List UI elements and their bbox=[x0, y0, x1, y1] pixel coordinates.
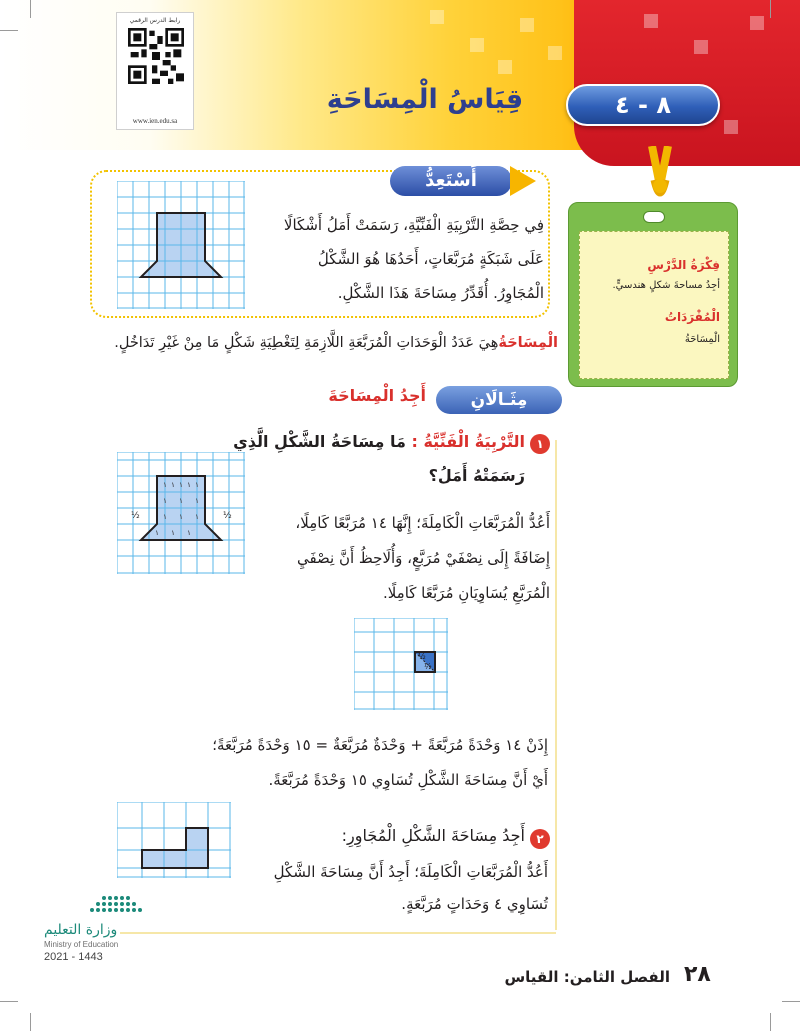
vocabulary-term: الْمِسَاحَةُ bbox=[684, 334, 720, 345]
svg-text:١: ١ bbox=[171, 529, 175, 537]
svg-text:١: ١ bbox=[171, 481, 175, 489]
ready-label: أَسْتَعِدُّ bbox=[390, 166, 512, 196]
ready-line: الْمُجَاوِرُ. أُقَدِّرُ مِسَاحَةَ هَذَا الشَّكْلِ. bbox=[337, 284, 544, 302]
svg-text:١: ١ bbox=[179, 497, 183, 505]
explanation-line: الْمُرَبَّعِ يُسَاوِيَانِ مُرَبَّعًا كَامِلًا. bbox=[382, 584, 550, 602]
crop-mark bbox=[770, 0, 771, 18]
svg-text:١: ١ bbox=[155, 529, 159, 537]
crop-mark bbox=[30, 1013, 31, 1031]
result-line: أَيْ أَنَّ مِسَاحَةَ الشَّكْلِ تُسَاوِي ١٥ وَحْدَةً مُرَبَّعَةً. bbox=[268, 771, 548, 789]
svg-text:١: ١ bbox=[195, 513, 199, 521]
decor-square bbox=[694, 40, 708, 54]
example-2-line: أَعُدُّ الْمُرَبَّعَاتِ الْكَامِلَةَ؛ أَجِدُ أَنَّ مِسَاحَةَ الشَّكْلِ bbox=[273, 863, 548, 881]
half-square-label-left: ½ bbox=[131, 511, 140, 521]
qr-code-icon[interactable] bbox=[128, 28, 184, 84]
decor-square bbox=[430, 10, 444, 24]
example-1-title-topic: التَّرْبِيَةُ الْفَنِّيَّةُ : bbox=[411, 432, 525, 451]
half-square-label-top: ½ bbox=[418, 652, 426, 661]
result-line: إِذَنْ ١٤ وَحْدَةً مُرَبَّعَةً + وَحْدَةٌ مُرَبَّعَةٌ = ١٥ وَحْدَةً مُرَبَّعَةً؛ bbox=[212, 736, 548, 754]
explanation-line: أَعُدُّ الْمُرَبَّعَاتِ الْكَامِلَةَ؛ إِنَّهَا ١٤ مُرَبَّعًا كَامِلًا، bbox=[295, 514, 550, 532]
example-2-line: تُسَاوِي ٤ وَحَدَاتٍ مُرَبَّعَةٍ. bbox=[401, 895, 548, 913]
decor-square bbox=[498, 60, 512, 74]
halves-grid-figure bbox=[354, 618, 448, 710]
explanation-line: إِضَافَةً إِلَى نِصْفَيْ مُرَبَّعٍ، وَأُلَاحِظُ أَنَّ نِصْفَيِ bbox=[296, 549, 550, 567]
ministry-name-arabic: وزارة التعليم bbox=[44, 922, 118, 938]
lesson-idea-card bbox=[568, 202, 738, 387]
tag-hole bbox=[643, 211, 665, 223]
example-1-title bbox=[230, 432, 525, 451]
vocabulary-label: الْمُفْرَدَاتُ bbox=[664, 310, 720, 324]
example-1-grid bbox=[117, 452, 245, 574]
decor-square bbox=[470, 38, 484, 52]
svg-text:١: ١ bbox=[195, 497, 199, 505]
ready-line: فِي حِصَّةِ التَّرْبِيَةِ الْفَنِّيَّةِ، رَسَمَتْ أَمَلُ أَشْكَالًا bbox=[283, 216, 544, 234]
ready-arrow-icon bbox=[510, 166, 536, 196]
example-2-explanation bbox=[230, 856, 548, 920]
example-1-result bbox=[160, 728, 548, 798]
svg-text:١: ١ bbox=[179, 481, 183, 489]
svg-text:١: ١ bbox=[187, 481, 191, 489]
crop-mark bbox=[0, 30, 18, 31]
examples-label: مِثَـالَانِ bbox=[436, 386, 562, 414]
svg-text:١: ١ bbox=[187, 529, 191, 537]
half-square-label-bottom: ½ bbox=[424, 662, 432, 671]
chapter-title: الفصل الثامن: القياس bbox=[504, 968, 670, 986]
example-1-explanation bbox=[250, 506, 550, 611]
decor-square bbox=[644, 14, 658, 28]
ready-text bbox=[258, 208, 544, 310]
halves-grid bbox=[354, 618, 448, 710]
qr-url[interactable]: www.ien.edu.sa bbox=[132, 117, 178, 125]
svg-text:١: ١ bbox=[163, 497, 167, 505]
examples-bottom-rule bbox=[120, 932, 556, 934]
definition-text: هِيَ عَدَدُ الْوَحَدَاتِ الْمُرَبَّعَةِ اللَّازِمَةِ لِتَغْطِيَةِ شَكْلٍ مَا مِنْ غَيْرِ تَدَاخُلٍ. bbox=[114, 335, 499, 351]
svg-text:١: ١ bbox=[163, 481, 167, 489]
ministry-name-english: Ministry of Education bbox=[44, 940, 119, 949]
svg-text:١: ١ bbox=[163, 513, 167, 521]
ministry-logo-icon bbox=[86, 880, 146, 920]
example-2-title: أَجِدُ مِسَاحَةَ الشَّكْلِ الْمُجَاوِرِ: bbox=[341, 826, 525, 845]
lesson-idea-panel bbox=[579, 231, 729, 379]
qr-panel[interactable] bbox=[116, 12, 194, 130]
ready-line: عَلَى شَبَكَةٍ مُرَبَّعَاتٍ، أَحَدُهَا هُوَ الشَّكْلُ bbox=[317, 250, 544, 268]
crop-mark bbox=[0, 1001, 18, 1002]
page-title: قِيَاسُ الْمِسَاحَةِ bbox=[326, 84, 524, 115]
half-square-label-right: ½ bbox=[223, 511, 232, 521]
ready-grid-figure bbox=[117, 181, 245, 309]
example-1-title-line2: رَسَمَتْهُ أَمَلُ؟ bbox=[428, 466, 525, 485]
lesson-idea-text: أجِدُ مساحةَ شكلٍ هندسيٍّ. bbox=[612, 280, 720, 291]
crop-mark bbox=[782, 1001, 800, 1002]
decor-square bbox=[750, 16, 764, 30]
examples-side-rule bbox=[555, 440, 557, 930]
qr-caption: رابط الدرس الرقمي bbox=[129, 17, 181, 24]
example-1-title-question: مَا مِسَاحَةُ الشَّكْلِ الَّذِي bbox=[233, 432, 406, 451]
area-definition bbox=[110, 335, 558, 351]
definition-term: الْمِسَاحَةُ bbox=[498, 335, 558, 351]
crop-mark bbox=[30, 0, 31, 18]
crop-mark bbox=[770, 1013, 771, 1031]
examples-topic: أَجِدُ الْمِسَاحَةَ bbox=[328, 386, 426, 405]
example-2-grid bbox=[117, 802, 231, 878]
example-2-number: ٢ bbox=[530, 829, 550, 849]
example-1-number: ١ bbox=[530, 434, 550, 454]
ready-grid bbox=[117, 181, 245, 309]
decor-square bbox=[724, 120, 738, 134]
svg-text:١: ١ bbox=[179, 513, 183, 521]
svg-text:١: ١ bbox=[195, 481, 199, 489]
example-2-grid-figure bbox=[117, 802, 231, 878]
edition-year: 2021 - 1443 bbox=[44, 951, 103, 963]
decor-square bbox=[548, 46, 562, 60]
lesson-number-badge: ٨ - ٤ bbox=[566, 84, 720, 126]
page-number: ٢٨ bbox=[684, 962, 711, 987]
lesson-idea-label: فِكْرَةُ الدَّرْسِ bbox=[647, 258, 720, 272]
decor-square bbox=[520, 18, 534, 32]
header-red-panel bbox=[574, 0, 800, 166]
